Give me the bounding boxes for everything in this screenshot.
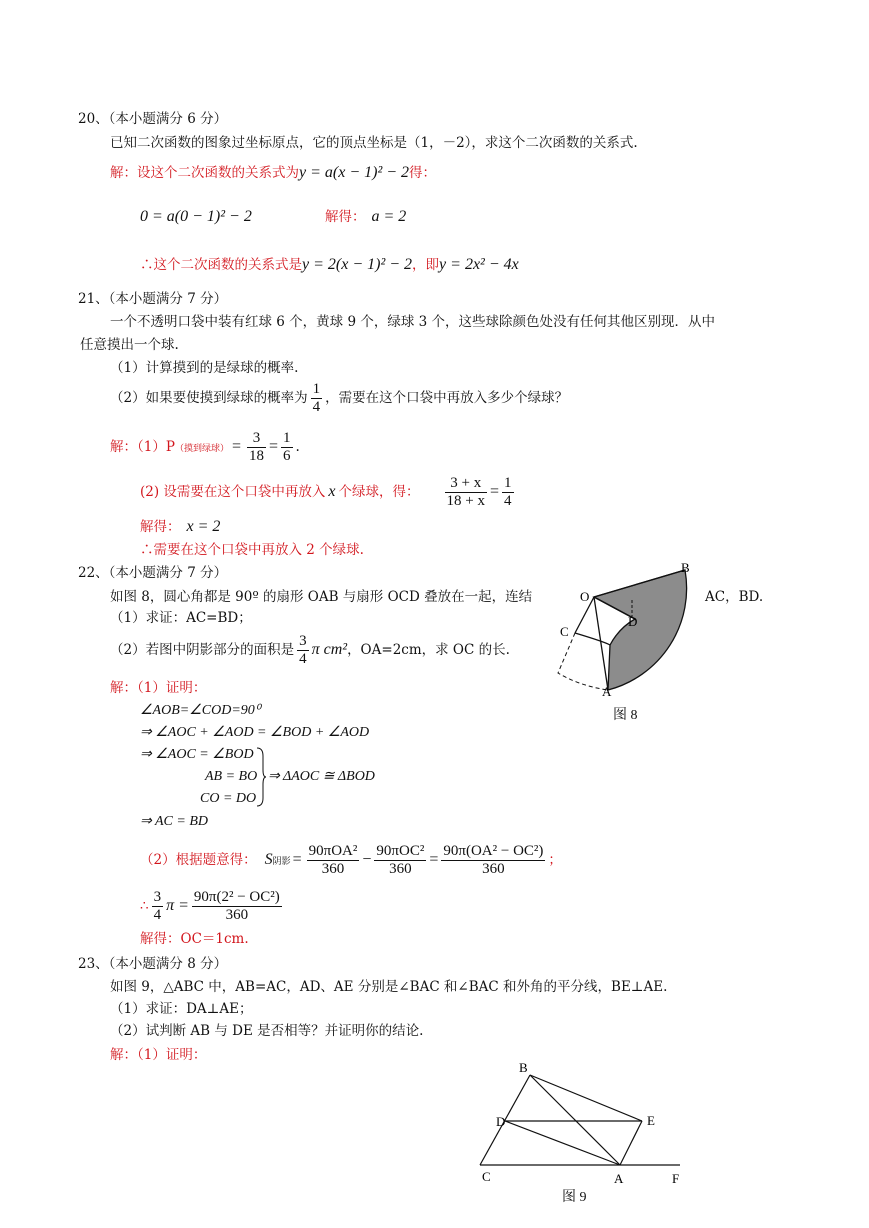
label-O: O [580,589,590,604]
q20-header: 20、（本小题满分 6 分） [78,111,228,127]
q22-proof-line1: ∠AOB=∠COD=90⁰ [140,703,261,718]
label-A9: A [614,1171,624,1186]
label-C: C [560,624,569,639]
q21-header: 21、（本小题满分 7 分） [78,291,228,307]
q20-conclusion: ∴这个二次函数的关系式是y = 2(x − 1)² − 2，即y = 2x² − 4x [140,256,519,273]
line-AE [620,1121,642,1165]
q23-part2: （2）试判断 AB 与 DE 是否相等？并证明你的结论. [110,1023,424,1039]
q23-part1: （1）求证：DA⊥AE； [110,1001,253,1017]
q23-problem: 如图 9，△ABC 中，AB=AC，AD、AE 分别是∠BAC 和∠BAC 和外角的平分线，BE⊥AE. [110,979,668,995]
q21-part1: （1）计算摸到的是绿球的概率. [110,360,299,376]
label-A: A [602,684,612,699]
q22-part1: （1）求证：AC=BD； [110,610,252,626]
q22-proof-brace [255,746,267,808]
line-BE [530,1075,642,1121]
q22-result: 解得：OC＝1cm. [140,931,249,947]
q22-solution2-eq: ∴ $\frac{3}{4}$ π = $\frac{\text{90π(2² − OC²)}}{360}$ [140,889,280,923]
figure-8 [550,560,700,700]
q22-proof-line6: ⇒ AC = BD [140,814,208,829]
q21-problem-line2: 任意摸出一个球. [80,337,179,353]
q21-solution1: 解：（1）P（摸到绿球） = $\frac{3}{18}$ = $\frac{1}{6}$ . [110,430,300,464]
q22-proof-line5: CO = DO [200,791,257,806]
line-BA [530,1075,620,1165]
q21-solution2: (2) 设需要在这个口袋中再放入 x 个绿球，得： $\frac{3 + x}{18 + x}$ = $\frac{1}{4}$ [140,475,512,509]
q22-proof-implication: ⇒ ΔAOC ≅ ΔBOD [268,769,375,784]
label-B9: B [519,1060,528,1075]
q23-solution-label: 解：（1）证明： [110,1047,207,1063]
label-D: D [628,614,638,629]
label-E9: E [647,1113,655,1128]
q20-step1-result: 解得： a = 2 [325,208,407,225]
q21-problem-line1: 一个不透明口袋中装有红球 6 个，黄球 9 个，绿球 3 个，这些球除颜色处没有任何其他区别现．从中 [110,314,716,330]
figure-9 [470,1055,690,1190]
segment-AC [575,633,610,645]
figure-9-caption: 图 9 [562,1190,587,1205]
q22-solution2: （2）根据题意得： S阴影 = $\frac{\text{90πOA²}}{360}$ − $\frac{\text{90πOC²}}{360}$ = $\frac{\text{90π(OA² − OC²)}}{360}$ ； [140,843,562,877]
q22-proof-line2: ⇒ ∠AOC + ∠AOD = ∠BOD + ∠AOD [140,725,370,740]
q20-step1: 0 = a(0 − 1)² − 2 [140,208,252,225]
q22-problem-line1: 如图 8，圆心角都是 90º 的扇形 OAB 与扇形 OCD 叠放在一起，连结 [110,589,533,605]
label-F9: F [672,1171,680,1186]
q22-proof-line3: ⇒ ∠AOC = ∠BOD [140,747,254,762]
q21-conclusion: ∴需要在这个口袋中再放入 2 个绿球. [140,542,364,558]
q22-part2: （2）若图中阴影部分的面积是 $\frac{3}{4}$ π cm²，OA=2cm，求 OC 的长. [110,633,510,667]
q22-solution-label: 解：（1）证明： [110,680,207,696]
q22-problem-line1-end: AC，BD. [705,589,764,605]
shaded-region [594,570,687,690]
figure-8-caption: 图 8 [613,708,638,723]
label-B: B [681,560,690,575]
line-DA [505,1121,620,1165]
q22-header: 22、（本小题满分 7 分） [78,565,228,581]
q20-solution-intro: 解：设这个二次函数的关系式为y = a(x − 1)² − 2得： [110,164,437,181]
q21-part2-fraction: $\frac{1}{4}$ [312,381,321,415]
q22-proof-line4: AB = BO [205,769,258,784]
q21-result: 解得： x = 2 [140,518,221,535]
label-D9: D [496,1114,506,1129]
q21-part2: （2）如果要使摸到绿球的概率为 $\frac{1}{4}$ ，需要在这个口袋中再放入多少个绿球？ [110,381,569,415]
q23-header: 23、（本小题满分 8 分） [78,956,228,972]
q20-problem: 已知二次函数的图象过坐标原点，它的顶点坐标是（1，－2），求这个二次函数的关系式. [110,135,638,151]
label-C9: C [482,1169,491,1184]
